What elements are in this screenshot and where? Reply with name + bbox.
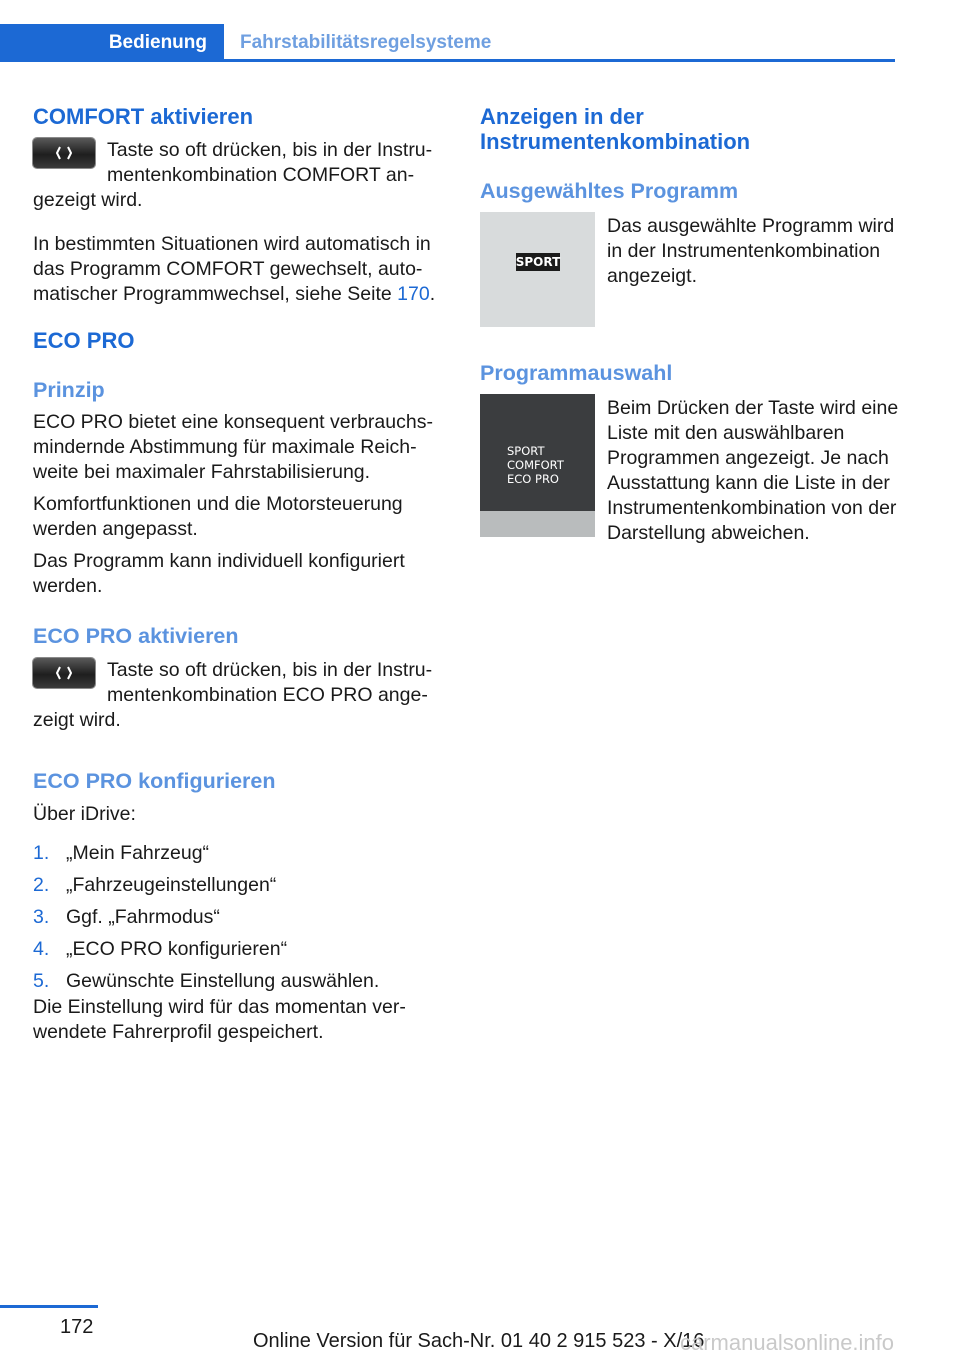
eco-pro-heading: ECO PRO [33, 328, 135, 353]
header-divider [224, 59, 895, 62]
program-choice-text: Beim Drücken der Taste wird eine Liste mit den auswählbaren Programmen angezeigt. Je nach Ausstattung kann die Liste in der Instrumentenkombination von der Darstellung abweichen. [607, 397, 899, 544]
program-menu-list [507, 444, 564, 486]
menu-item: ECO PRO [507, 472, 559, 486]
comfort-heading: COMFORT aktivieren [33, 104, 254, 129]
section-tab[interactable]: Bedienung [0, 24, 224, 62]
chapter-tab[interactable]: Fahrstabilitätsregelsysteme [240, 32, 492, 53]
step-text: „ECO PRO konfigurieren“ [66, 938, 288, 960]
online-version-text: Online Version für Sach-Nr. 01 40 2 915 523 - X/16 [253, 1330, 705, 1352]
step-number: 2. [33, 874, 50, 896]
eco-pro-p1: ECO PRO bietet eine konsequent verbrauchsmindernde Abstimmung für maximale Reichweite bei maximaler Fahrstabilisierung. [33, 411, 433, 483]
comfort-auto-text [33, 232, 445, 307]
menu-item: COMFORT [507, 458, 564, 472]
selected-program-block [480, 202, 900, 289]
step-number: 3. [33, 906, 50, 928]
eco-pro-activate-text: Taste so oft drücken, bis in der Instrumentenkombination ECO PRO angezeigt wird. [33, 659, 433, 731]
selected-program-text: Das ausgewählte Programm wird in der Instrumentenkombination angezeigt. [607, 215, 895, 287]
sport-label: SPORT [516, 253, 560, 271]
eco-pro-p3: Das Programm kann individuell konfiguriert werden. [33, 550, 405, 597]
eco-pro-p2: Komfortfunktionen und die Motorsteuerung werden angepasst. [33, 493, 403, 540]
list-item [33, 969, 445, 1001]
comfort-auto-prefix: In bestimmten Situationen wird automatisch in das Programm COMFORT gewechselt, automatischer Programmwechsel, siehe Seite [33, 233, 431, 305]
selected-program-heading: Ausgewähltes Programm [480, 179, 739, 203]
step-text: Gewünschte Einstellung auswählen. [66, 970, 380, 992]
step-text: „Fahrzeugeinstellungen“ [66, 874, 277, 896]
step-number: 1. [33, 842, 50, 864]
page-number: 172 [60, 1316, 94, 1338]
config-note: Die Einstellung wird für das momentan verwendete Fahrerprofil gespeichert. [33, 996, 406, 1043]
eco-pro-activate-heading: ECO PRO aktivieren [33, 624, 239, 648]
menu-item: SPORT [507, 444, 545, 458]
step-number: 4. [33, 938, 50, 960]
list-item [33, 841, 445, 873]
comfort-auto-suffix: . [429, 283, 436, 305]
footer-divider [0, 1305, 98, 1308]
eco-pro-activate-block [33, 647, 445, 733]
list-item [33, 873, 445, 905]
instrument-display-image [480, 212, 595, 327]
right-column [480, 102, 900, 546]
list-item [33, 905, 445, 937]
config-intro: Über iDrive: [33, 803, 136, 825]
eco-pro-config-heading: ECO PRO konfigurieren [33, 769, 276, 793]
step-text: Ggf. „Fahrmodus“ [66, 906, 220, 928]
config-steps [33, 841, 445, 1001]
prinzip-heading: Prinzip [33, 378, 105, 402]
step-text: „Mein Fahrzeug“ [66, 842, 210, 864]
comfort-text: Taste so oft drücken, bis in der Instrumentenkombination COMFORT angezeigt wird. [33, 139, 433, 211]
left-column [33, 102, 445, 1045]
display-lower-band [480, 511, 595, 537]
list-item [33, 937, 445, 969]
program-choice-heading: Programmauswahl [480, 361, 673, 385]
comfort-block [33, 127, 445, 213]
page-header [0, 24, 895, 62]
step-number: 5. [33, 970, 50, 992]
rocker-switch-icon [33, 658, 95, 688]
program-choice-block [480, 384, 900, 546]
watermark: carmanualsonline.info [680, 1330, 895, 1355]
program-menu-image [480, 394, 595, 537]
display-heading: Anzeigen in der Instrumentenkombination [480, 104, 751, 154]
page-link[interactable]: 170 [397, 283, 430, 305]
rocker-switch-icon [33, 138, 95, 168]
